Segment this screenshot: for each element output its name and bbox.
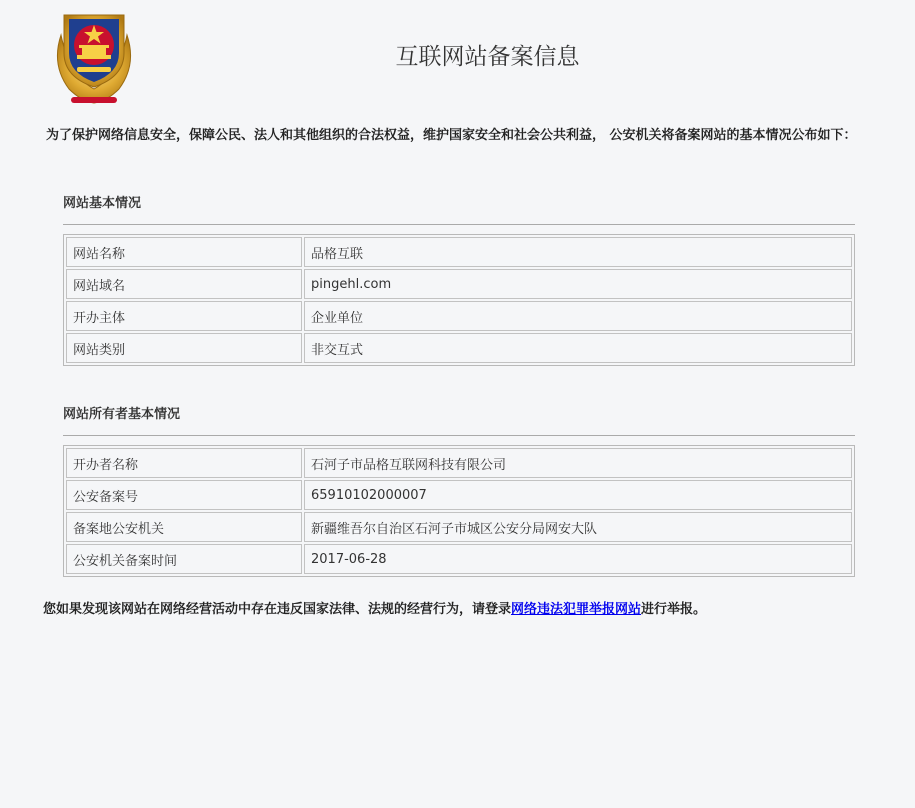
page-title: 互联网站备案信息: [395, 44, 580, 70]
section-divider: [63, 435, 855, 436]
table-row: [66, 448, 852, 478]
row-label: 网站名称: [66, 237, 302, 267]
table-row: [66, 512, 852, 542]
table-row: [66, 333, 852, 363]
intro-text: 为了保护网络信息安全，保障公民、法人和其他组织的合法权益，维护国家安全和社会公共利益， 公安机关将备案网站的基本情况公布如下：: [46, 128, 857, 143]
table-row: [66, 269, 852, 299]
report-notice: [43, 598, 706, 617]
row-label: 网站类别: [66, 333, 302, 363]
row-value: 2017-06-28: [304, 544, 852, 574]
report-site-link[interactable]: 网络违法犯罪举报网站: [511, 602, 642, 617]
owner-info-table: [63, 445, 855, 577]
row-value: 企业单位: [304, 301, 852, 331]
row-value: 65910102000007: [304, 480, 852, 510]
row-label: 开办主体: [66, 301, 302, 331]
table-row: [66, 301, 852, 331]
section-divider: [63, 224, 855, 225]
row-value: 非交互式: [304, 333, 852, 363]
row-label: 备案地公安机关: [66, 512, 302, 542]
row-label: 公安机关备案时间: [66, 544, 302, 574]
row-label: 公安备案号: [66, 480, 302, 510]
section-title-site-info: 网站基本情况: [63, 196, 142, 211]
row-value: pingehl.com: [304, 269, 852, 299]
table-row: [66, 237, 852, 267]
row-label: 网站域名: [66, 269, 302, 299]
site-info-table: [63, 234, 855, 366]
row-value: 新疆维吾尔自治区石河子市城区公安分局网安大队: [304, 512, 852, 542]
table-row: [66, 480, 852, 510]
table-row: [66, 544, 852, 574]
notice-text-end: 进行举报。: [641, 602, 707, 617]
section-title-owner-info: 网站所有者基本情况: [63, 407, 181, 422]
notice-text: 您如果发现该网站在网络经营活动中存在违反国家法律、法规的经营行为，请登录: [43, 602, 512, 617]
row-value: 石河子市品格互联网科技有限公司: [304, 448, 852, 478]
row-label: 开办者名称: [66, 448, 302, 478]
row-value: 品格互联: [304, 237, 852, 267]
